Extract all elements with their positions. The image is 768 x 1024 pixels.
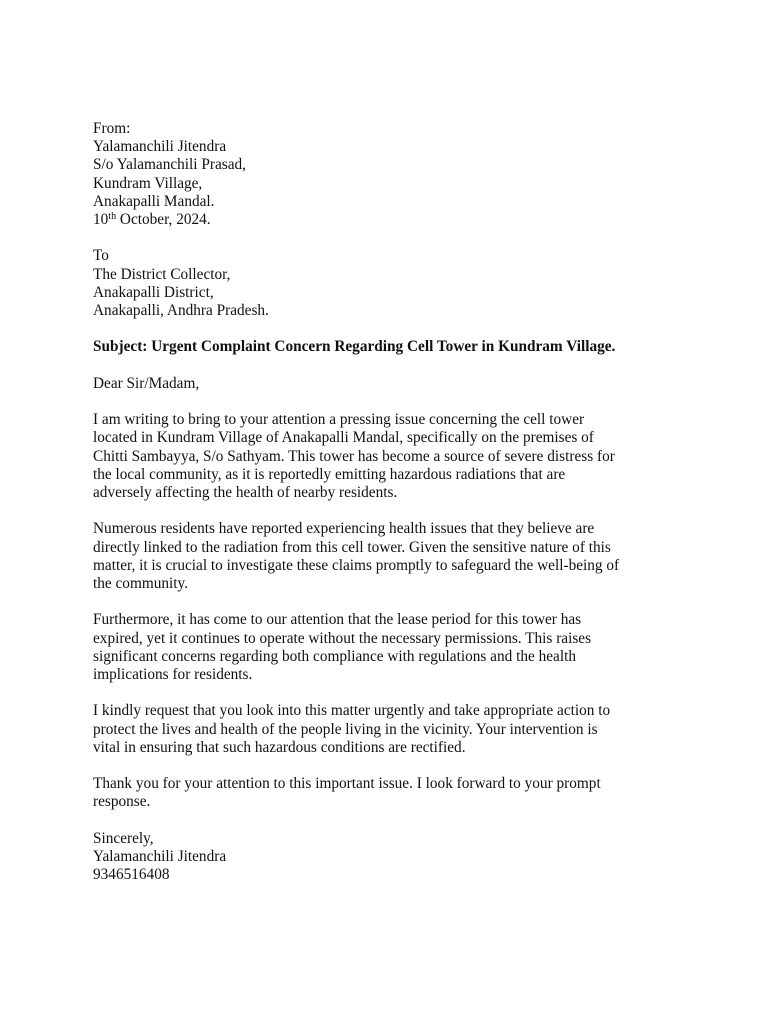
sender-village: Kundram Village, — [93, 174, 203, 192]
paragraph-line: the community. — [93, 575, 189, 592]
signatory-name: Yalamanchili Jitendra — [93, 847, 227, 865]
paragraph-line: matter, it is crucial to investigate these claims promptly to safeguard the well-being of — [93, 556, 620, 574]
paragraph-4 — [93, 702, 673, 757]
paragraph-line: directly linked to the radiation from this cell tower. Given the sensitive nature of this — [93, 538, 611, 556]
recipient-district: Anakapalli District, — [93, 283, 214, 301]
paragraph-3 — [93, 611, 673, 684]
date-suffix: th — [108, 211, 117, 223]
paragraph-line: Thank you for your attention to this important issue. I look forward to your prompt — [93, 775, 601, 793]
subject-line: Subject: Urgent Complaint Concern Regarding Cell Tower in Kundram Village. — [93, 338, 616, 356]
valediction: Sincerely, — [93, 829, 154, 847]
paragraph-line: expired, yet it continues to operate without the necessary permissions. This raises — [93, 629, 592, 647]
sender-mandal: Anakapalli Mandal. — [93, 192, 215, 210]
paragraph-5 — [93, 775, 673, 811]
paragraph-2 — [93, 520, 673, 593]
letter-body — [93, 120, 693, 884]
spacer — [93, 393, 693, 411]
sender-name: Yalamanchili Jitendra — [93, 138, 227, 156]
letter-date — [93, 211, 693, 229]
paragraph-line: Chitti Sambayya, S/o Sathyam. This tower has become a source of severe distress for — [93, 447, 615, 465]
date-day: 10 — [93, 211, 109, 229]
spacer — [93, 593, 693, 611]
paragraph-1 — [93, 411, 673, 502]
paragraph-line: the local community, as it is reportedly emitting hazardous radiations that are — [93, 465, 566, 483]
spacer — [93, 229, 693, 247]
recipient-address-block — [93, 247, 693, 320]
paragraph-line: significant concerns regarding both compliance with regulations and the health — [93, 647, 576, 665]
paragraph-line: protect the lives and health of the people living in the vicinity. Your intervention is — [93, 720, 598, 738]
paragraph-line: I am writing to bring to your attention a pressing issue concerning the cell tower — [93, 411, 585, 429]
signature-block — [93, 830, 693, 885]
recipient-title: The District Collector, — [93, 265, 231, 283]
spacer — [93, 357, 693, 375]
paragraph-line: implications for residents. — [93, 666, 253, 683]
spacer — [93, 502, 693, 520]
salutation: Dear Sir/Madam, — [93, 374, 200, 392]
spacer — [93, 320, 693, 338]
spacer — [93, 812, 693, 830]
paragraph-line: located in Kundram Village of Anakapalli Mandal, specifically on the premises of — [93, 429, 594, 447]
spacer — [93, 757, 693, 775]
to-label: To — [93, 247, 109, 265]
paragraph-line: Furthermore, it has come to our attention that the lease period for this tower has — [93, 611, 582, 629]
paragraph-line: adversely affecting the health of nearby residents. — [93, 484, 398, 501]
sender-relation: S/o Yalamanchili Prasad, — [93, 156, 246, 174]
paragraph-line: response. — [93, 793, 151, 811]
paragraph-line: vital in ensuring that such hazardous conditions are rectified. — [93, 738, 466, 756]
sender-address-block — [93, 120, 693, 229]
signatory-phone: 9346516408 — [93, 866, 170, 884]
date-rest: October, 2024. — [116, 211, 211, 229]
paragraph-line: Numerous residents have reported experiencing health issues that they believe are — [93, 520, 595, 538]
recipient-address: Anakapalli, Andhra Pradesh. — [93, 302, 269, 320]
paragraph-line: I kindly request that you look into this matter urgently and take appropriate action to — [93, 702, 611, 720]
from-label: From: — [93, 120, 131, 137]
spacer — [93, 684, 693, 702]
